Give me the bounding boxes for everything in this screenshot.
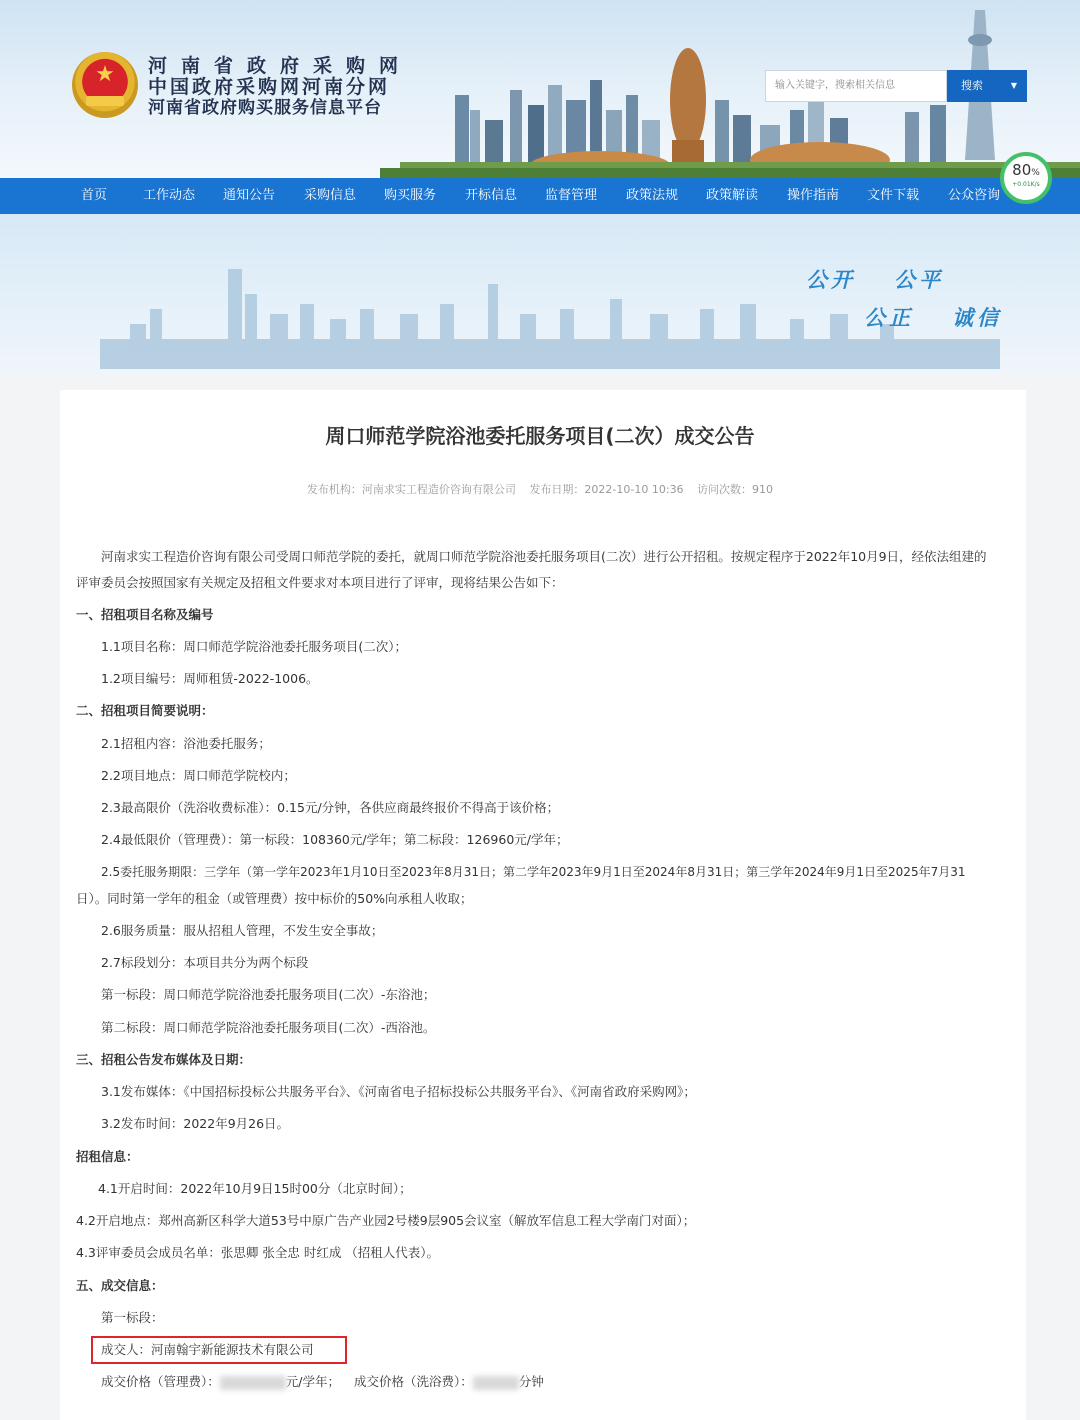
- intro-line-2: 评审委员会按照国家有关规定及招租文件要求对本项目进行了评审，现将结果公告如下：: [76, 575, 564, 590]
- meta-views: 访问次数：910: [697, 483, 774, 496]
- main-nav: [0, 178, 1080, 214]
- deal-price-line: [101, 1372, 544, 1390]
- item-1-1: 1.1项目名称：周口师范学院浴池委托服务项目(二次）；: [101, 639, 408, 654]
- nav-item-supervision[interactable]: 监督管理: [545, 188, 598, 203]
- deal-price-bath-label: 成交价格（洗浴费）：: [353, 1374, 473, 1389]
- lot-2: 第二标段：周口师范学院浴池委托服务项目(二次）-西浴池。: [101, 1020, 436, 1035]
- site-titles: [148, 56, 412, 119]
- item-2-5: 2.5委托服务期限：三学年（第一学年2023年1月10日至2023年8月31日；第二学年2023年9月1日至2024年8月31日；第三学年2024年9月1日至2025年7月31: [101, 865, 966, 879]
- deal-price-mgmt-unit: 元/学年；: [285, 1374, 340, 1389]
- deal-lot-label: 第一标段：: [101, 1310, 164, 1325]
- nav-item-purchase-services[interactable]: 购买服务: [384, 188, 437, 203]
- site-title-3: 河南省政府购买服务信息平台: [148, 98, 382, 118]
- meta-date: 发布日期：2022-10-10 10:36: [529, 483, 684, 496]
- section-heading-4: 招租信息：: [76, 1149, 139, 1164]
- item-4-1: 4.1开启时间：2022年10月9日15时00分（北京时间）；: [98, 1181, 412, 1196]
- item-3-2: 3.2发布时间：2022年9月26日。: [101, 1116, 290, 1131]
- item-2-7: 2.7标段划分：本项目共分为两个标段: [101, 955, 309, 970]
- nav-item-public-consult[interactable]: 公众咨询: [948, 188, 1001, 203]
- slogan-integrity: 诚信: [952, 305, 1002, 330]
- deal-price-bath-unit: 分钟: [518, 1374, 544, 1389]
- nav-item-bid-opening[interactable]: 开标信息: [465, 188, 518, 203]
- slogan-banner: [0, 214, 1080, 375]
- search-input[interactable]: 输入关键字，搜索相关信息: [765, 70, 947, 102]
- nav-item-downloads[interactable]: 文件下载: [867, 188, 920, 203]
- meta-org: 发布机构：河南求实工程造价咨询有限公司: [306, 483, 516, 496]
- search-button[interactable]: [947, 70, 1027, 102]
- item-2-6: 2.6服务质量：服从招租人管理，不发生安全事故；: [101, 923, 384, 938]
- item-4-3: 4.3评审委员会成员名单：张思卿 张全忠 时红成 （招租人代表）。: [76, 1245, 440, 1260]
- site-title-2: 中国政府采购网河南分网: [148, 76, 391, 98]
- nav-item-notices[interactable]: 通知公告: [223, 188, 276, 203]
- section-heading-5: 五、成交信息：: [76, 1278, 164, 1293]
- badge-speed: +0.01K/s: [1012, 181, 1040, 188]
- nav-item-guide[interactable]: 操作指南: [787, 188, 840, 203]
- slogan-fair: 公平: [894, 267, 944, 292]
- slogan-open: 公开: [806, 267, 856, 292]
- intro-line-1: 河南求实工程造价咨询有限公司受周口师范学院的委托，就周口师范学院浴池委托服务项目(二次）进行公开招租。按规定程序于2022年10月9日，经依法组建的: [101, 549, 987, 564]
- badge-percent: 80: [1012, 161, 1032, 179]
- network-speed-badge[interactable]: [1000, 152, 1052, 204]
- item-4-2: 4.2开启地点：郑州高新区科学大道53号中原广告产业园2号楼9层905会议室（解放军信息工程大学南门对面）；: [76, 1213, 696, 1228]
- nav-item-work-news[interactable]: 工作动态: [143, 188, 196, 203]
- national-emblem-logo: ★: [72, 52, 138, 118]
- section-heading-1: 一、招租项目名称及编号: [76, 607, 214, 622]
- article-meta: [0, 481, 1080, 497]
- nav-item-home[interactable]: 首页: [81, 188, 108, 203]
- nav-item-procurement-info[interactable]: 采购信息: [304, 188, 357, 203]
- article-title: 周口师范学院浴池委托服务项目(二次）成交公告: [325, 424, 755, 448]
- item-2-3: 2.3最高限价（洗浴收费标准）：0.15元/分钟，各供应商最终报价不得高于该价格；: [101, 800, 560, 815]
- item-2-5-cont: 日）。同时第一学年的租金（或管理费）按中标价的50%向承租人收取；: [76, 891, 473, 906]
- badge-percent-sign: %: [1031, 168, 1040, 178]
- redacted-value: [473, 1376, 519, 1390]
- item-3-1: 3.1发布媒体：《中国招标投标公共服务平台》、《河南省电子招标投标公共服务平台》、《河南省政府采购网》；: [101, 1084, 696, 1099]
- item-2-2: 2.2项目地点：周口师范学院校内；: [101, 768, 296, 783]
- nav-item-policy-interpretation[interactable]: 政策解读: [706, 188, 759, 203]
- item-2-1: 2.1招租内容：浴池委托服务；: [101, 736, 271, 751]
- section-heading-2: 二、招租项目简要说明：: [76, 703, 214, 718]
- item-2-4: 2.4最低限价（管理费）：第一标段：108360元/学年；第二标段：126960元/学年；: [101, 832, 569, 847]
- deal-price-mgmt-label: 成交价格（管理费）：: [101, 1374, 220, 1389]
- deal-winner: 成交人：河南翰宇新能源技术有限公司: [101, 1342, 314, 1357]
- chevron-down-icon: ▼: [1010, 81, 1017, 90]
- site-header: [0, 0, 1080, 178]
- nav-item-policies[interactable]: 政策法规: [626, 188, 679, 203]
- site-title-1: 河南省政府采购网: [148, 55, 413, 77]
- search-button-label: 搜索: [961, 79, 983, 92]
- banner-skyline-illustration: [0, 214, 1080, 375]
- section-heading-3: 三、招租公告发布媒体及日期：: [76, 1052, 252, 1067]
- redacted-value: [220, 1376, 286, 1390]
- lot-1: 第一标段：周口师范学院浴池委托服务项目(二次）-东浴池；: [101, 987, 436, 1002]
- item-1-2: 1.2项目编号：周师租赁-2022-1006。: [101, 671, 319, 686]
- slogan-just: 公正: [864, 305, 914, 330]
